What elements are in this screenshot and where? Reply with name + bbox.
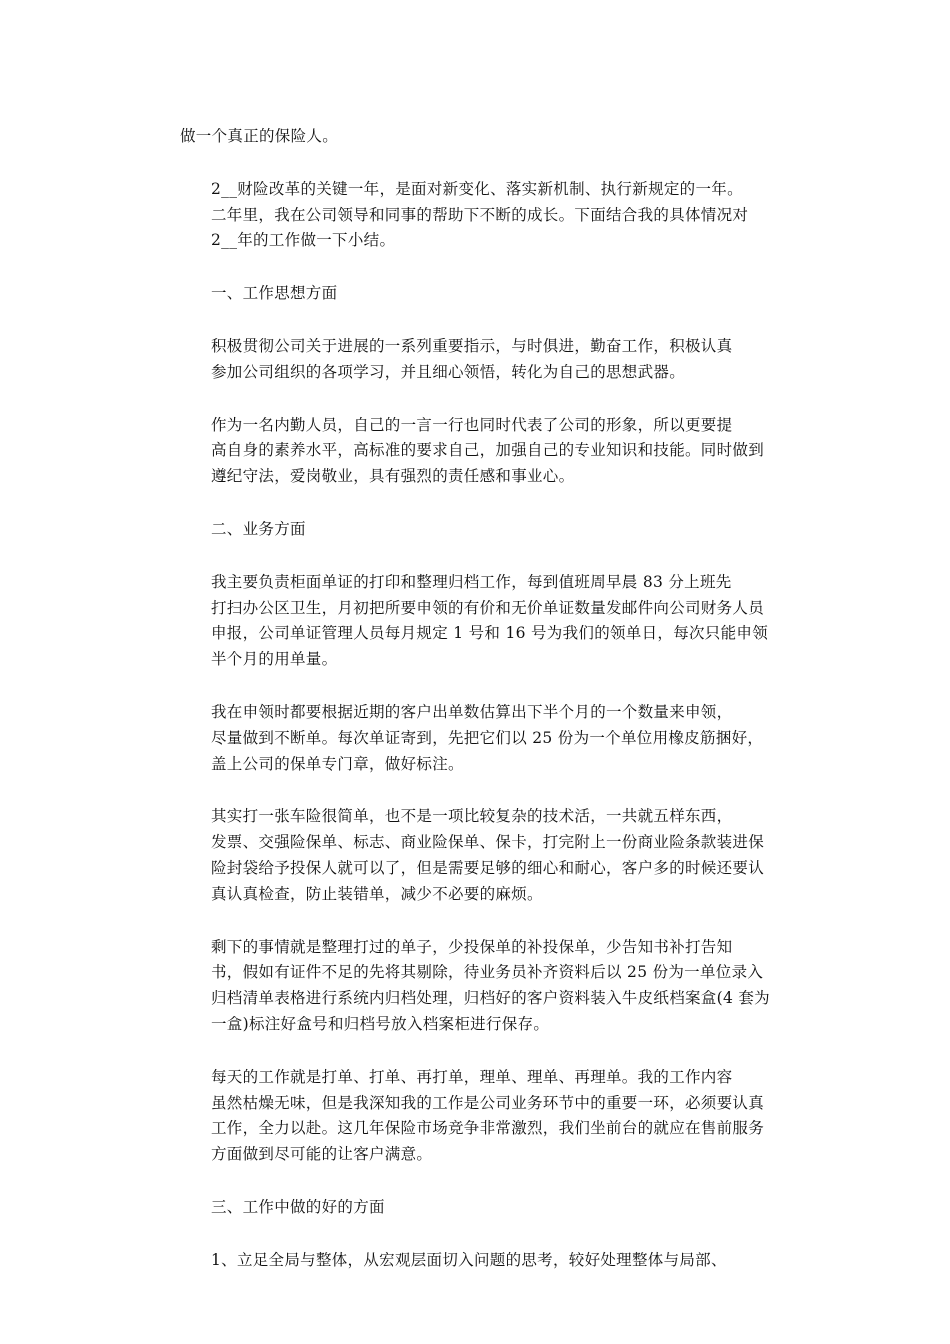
text-line: 参加公司组织的各项学习，并且细心领悟，转化为自己的思想武器。: [211, 362, 686, 381]
body-paragraph: [180, 570, 780, 673]
text-line: 险封袋给予投保人就可以了，但是需要足够的细心和耐心，客户多的时候还要认: [211, 858, 765, 877]
text-line: 申报，公司单证管理人员每月规定 1 号和 16 号为我们的领单日，每次只能申领: [211, 624, 768, 643]
text-line: 我在申领时都要根据近期的客户出单数估算出下半个月的一个数量来申领，: [211, 702, 733, 721]
text-line: 2__财险改革的关键一年，是面对新变化、落实新机制、执行新规定的一年。: [211, 179, 743, 198]
section-heading: [180, 281, 780, 307]
text-line: 遵纪守法，爱岗敬业，具有强烈的责任感和事业心。: [211, 467, 575, 486]
text-line: 2__年的工作做一下小结。: [211, 231, 396, 250]
text-line: 三、工作中做的好的方面: [211, 1197, 385, 1216]
text-line: 二年里，我在公司领导和同事的帮助下不断的成长。下面结合我的具体情况对: [211, 205, 749, 224]
text-line: 一、工作思想方面: [211, 284, 338, 303]
section-heading: [180, 517, 780, 543]
text-line: 归档清单表格进行系统内归档处理，归档好的客户资料装入牛皮纸档案盒(4 套为: [211, 989, 770, 1008]
body-paragraph: [180, 413, 780, 490]
text-line: 一盒)标注好盒号和归档号放入档案柜进行保存。: [211, 1014, 550, 1033]
text-line: 每天的工作就是打单、打单、再打单，理单、理单、再理单。我的工作内容: [211, 1067, 733, 1086]
text-line: 工作，全力以赴。这几年保险市场竞争非常激烈，我们坐前台的就应在售前服务: [211, 1119, 765, 1138]
text-line: 尽量做到不断单。每次单证寄到，先把它们以 25 份为一个单位用橡皮筋捆好，: [211, 728, 764, 747]
document-page: [180, 124, 780, 1301]
text-line: 高自身的素养水平，高标准的要求自己，加强自己的专业知识和技能。同时做到: [211, 441, 765, 460]
text-line: 盖上公司的保单专门章，做好标注。: [211, 754, 464, 773]
body-paragraph: [180, 334, 780, 386]
text-line: 真认真检查，防止装错单，减少不必要的麻烦。: [211, 884, 543, 903]
body-paragraph: [180, 177, 780, 254]
text-line: 虽然枯燥无味，但是我深知我的工作是公司业务环节中的重要一环，必须要认真: [211, 1093, 765, 1112]
body-paragraph: [180, 804, 780, 907]
text-line: 打扫办公区卫生，月初把所要申领的有价和无价单证数量发邮件向公司财务人员: [211, 598, 765, 617]
body-paragraph: [180, 1065, 780, 1168]
text-line: 1、立足全局与整体，从宏观层面切入问题的思考，较好处理整体与局部、: [211, 1250, 727, 1269]
body-paragraph: [180, 935, 780, 1038]
text-line: 半个月的用单量。: [211, 650, 338, 669]
text-line: 作为一名内勤人员，自己的一言一行也同时代表了公司的形象，所以更要提: [211, 415, 733, 434]
body-paragraph: [180, 124, 780, 150]
body-paragraph: [180, 700, 780, 777]
text-line: 剩下的事情就是整理打过的单子，少投保单的补投保单，少告知书补打告知: [211, 937, 733, 956]
text-line: 发票、交强险保单、标志、商业险保单、保卡，打完附上一份商业险条款装进保: [211, 833, 765, 852]
text-line: 其实打一张车险很简单，也不是一项比较复杂的技术活，一共就五样东西，: [211, 807, 733, 826]
text-line: 方面做到尽可能的让客户满意。: [211, 1145, 433, 1164]
text-line: 我主要负责柜面单证的打印和整理归档工作，每到值班周早晨 83 分上班先: [211, 572, 732, 591]
section-heading: [180, 1195, 780, 1221]
body-paragraph: [180, 1248, 780, 1274]
text-line: 二、业务方面: [211, 519, 306, 538]
text-line: 积极贯彻公司关于进展的一系列重要指示，与时俱进，勤奋工作，积极认真: [211, 336, 733, 355]
text-line: 做一个真正的保险人。: [180, 127, 339, 145]
text-line: 书，假如有证件不足的先将其剔除，待业务员补齐资料后以 25 份为一单位录入: [211, 963, 764, 982]
